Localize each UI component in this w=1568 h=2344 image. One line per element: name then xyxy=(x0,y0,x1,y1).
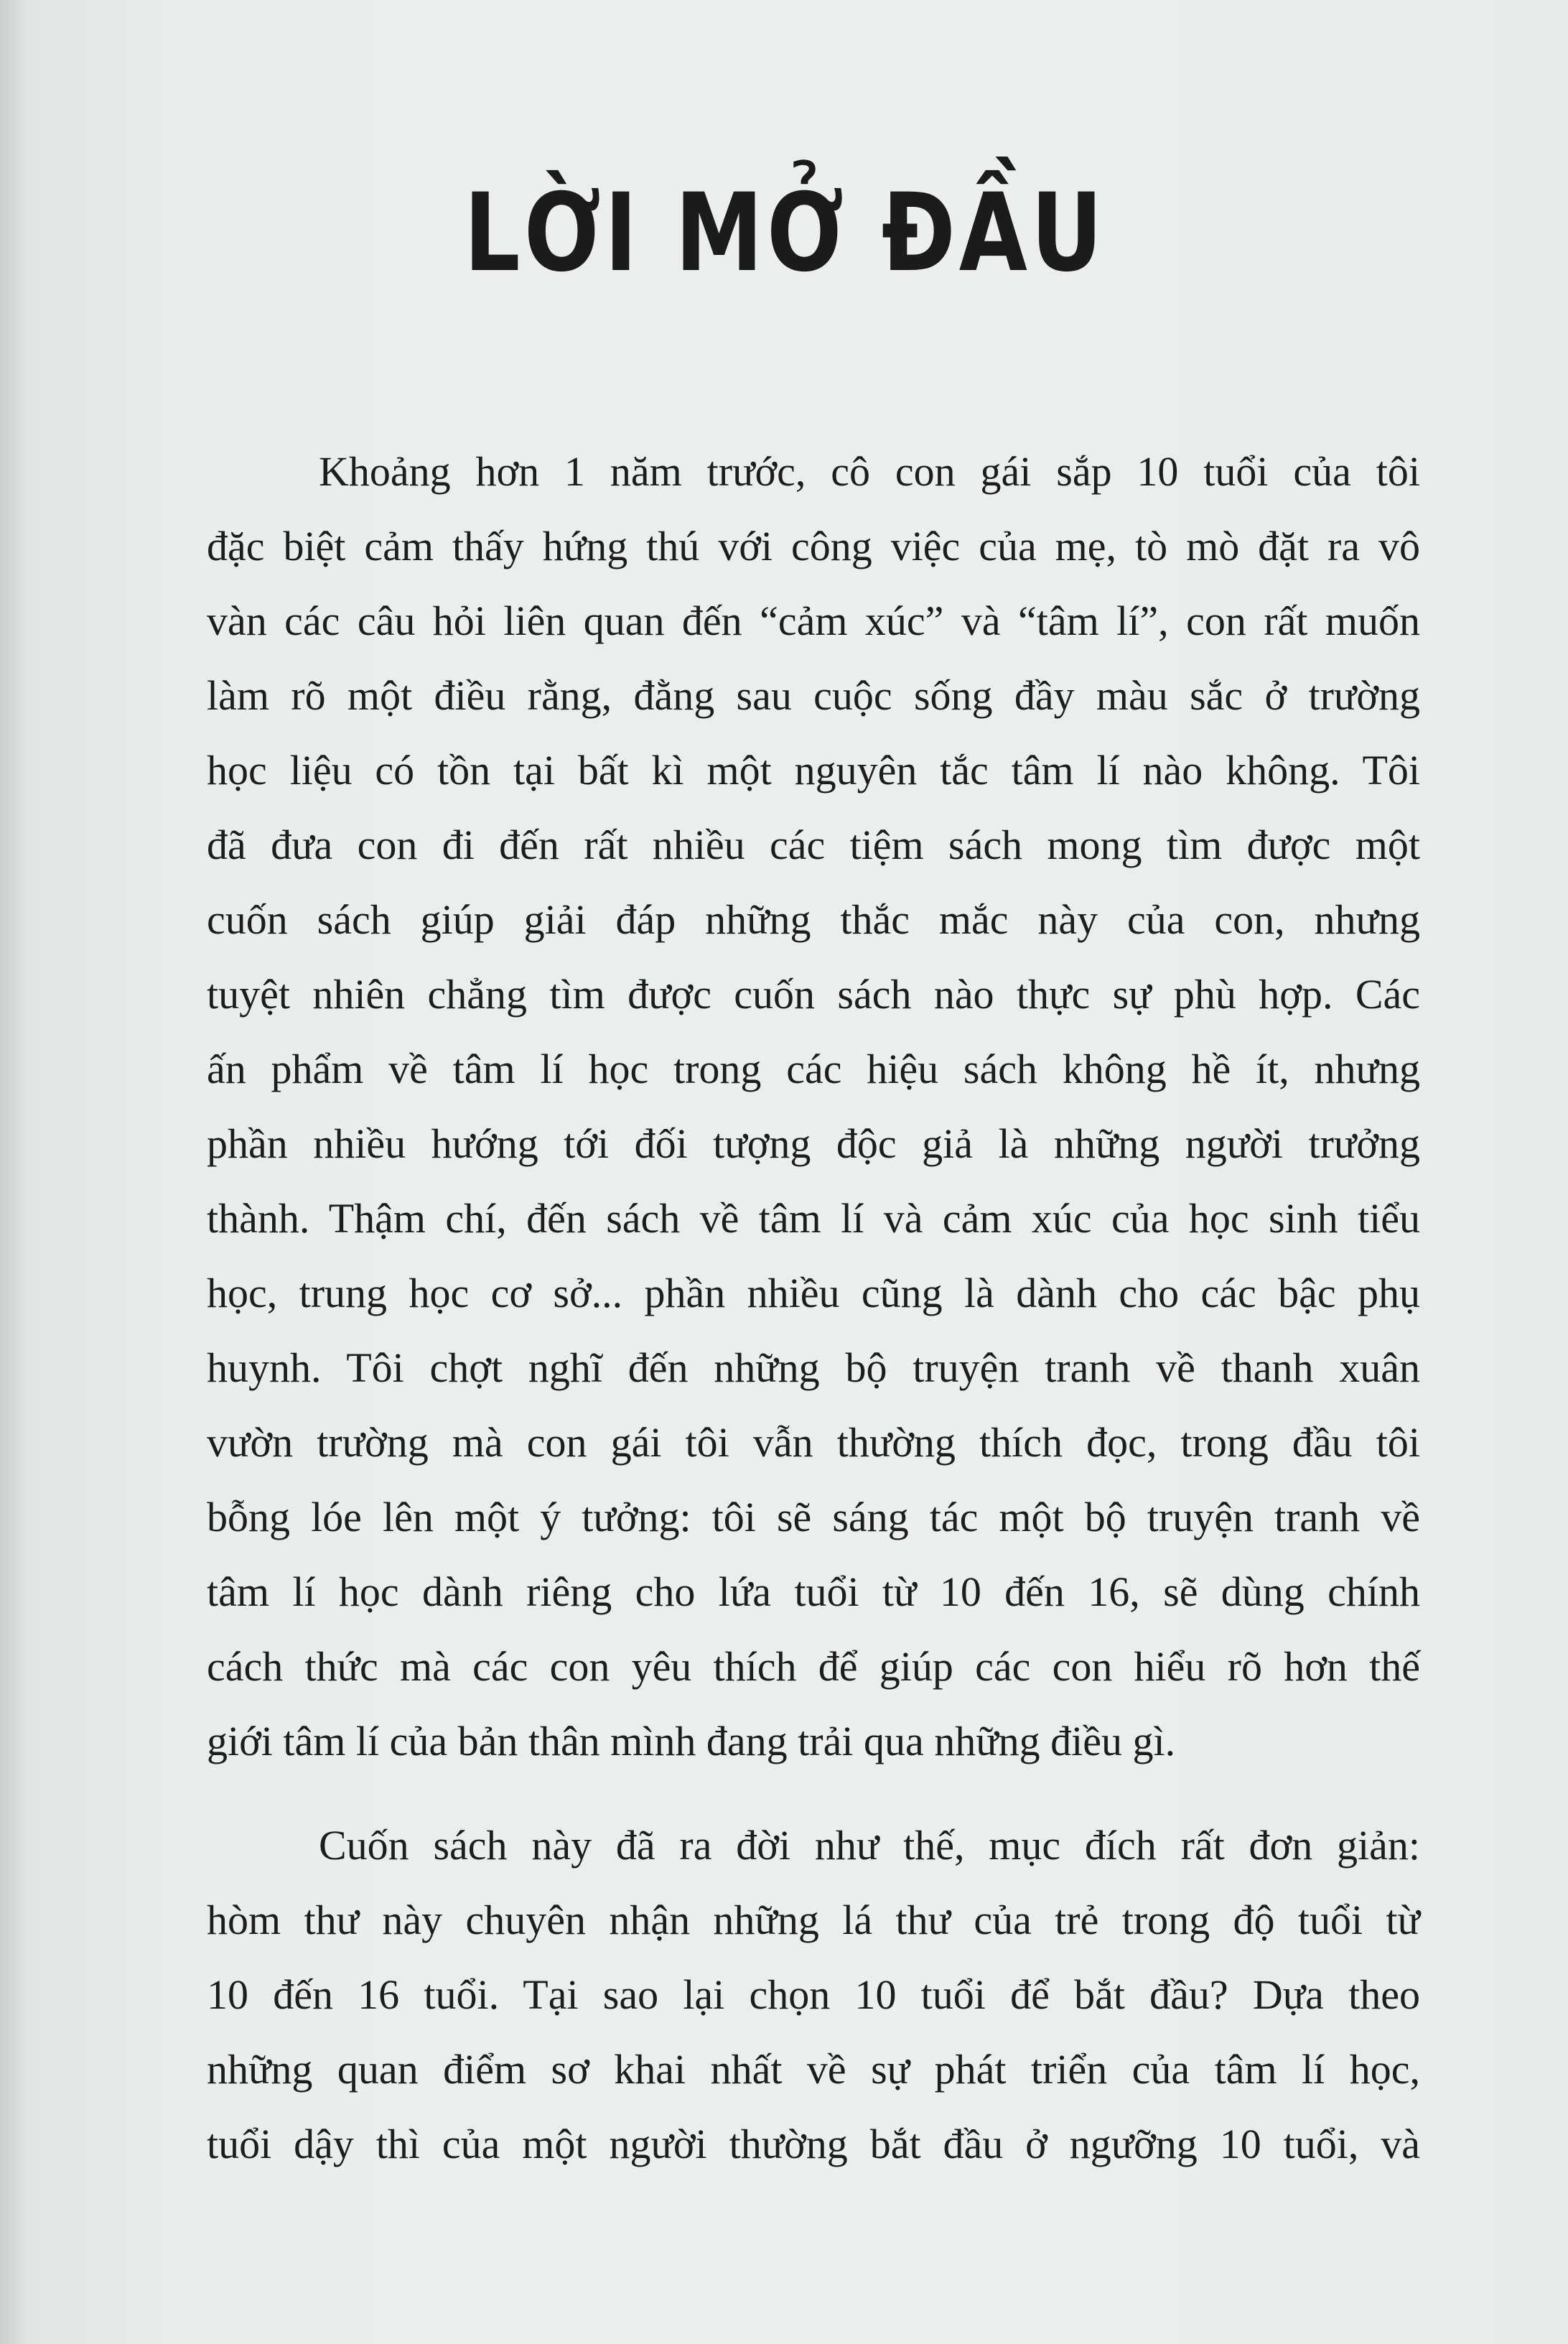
text-line: cuốn sách giúp giải đáp những thắc mắc này của con, nhưng xyxy=(207,896,1420,943)
text-line: cách thức mà các con yêu thích để giúp các con hiểu rõ hơn thế xyxy=(207,1643,1420,1690)
paragraph-2 xyxy=(207,1808,1420,2182)
text-line: 10 đến 16 tuổi. Tại sao lại chọn 10 tuổi để bắt đầu? Dựa theo xyxy=(207,1971,1420,2018)
text-line: giới tâm lí của bản thân mình đang trải qua những điều gì. xyxy=(207,1718,1176,1764)
chapter-title: LỜI MỞ ĐẦU xyxy=(464,171,1106,296)
text-line: Cuốn sách này đã ra đời như thế, mục đích rất đơn giản: xyxy=(319,1822,1420,1869)
text-line: vàn các câu hỏi liên quan đến “cảm xúc” và “tâm lí”, con rất muốn xyxy=(207,597,1420,644)
text-line: những quan điểm sơ khai nhất về sự phát triển của tâm lí học, xyxy=(207,2046,1420,2093)
text-line: đặc biệt cảm thấy hứng thú với công việc của mẹ, tò mò đặt ra vô xyxy=(207,523,1420,569)
text-line: đã đưa con đi đến rất nhiều các tiệm sách mong tìm được một xyxy=(207,822,1420,868)
text-line: vườn trường mà con gái tôi vẫn thường thích đọc, trong đầu tôi xyxy=(207,1419,1420,1466)
text-line: huynh. Tôi chợt nghĩ đến những bộ truyện tranh về thanh xuân xyxy=(207,1344,1420,1391)
text-line: ấn phẩm về tâm lí học trong các hiệu sách không hề ít, nhưng xyxy=(207,1046,1420,1092)
text-line: tuyệt nhiên chẳng tìm được cuốn sách nào thực sự phù hợp. Các xyxy=(207,971,1420,1018)
text-line: hòm thư này chuyên nhận những lá thư của trẻ trong độ tuổi từ xyxy=(207,1897,1420,1943)
text-line: tuổi dậy thì của một người thường bắt đầu ở ngưỡng 10 tuổi, và xyxy=(207,2121,1420,2167)
paragraph-1 xyxy=(207,434,1420,1779)
text-line: học, trung học cơ sở... phần nhiều cũng là dành cho các bậc phụ xyxy=(207,1270,1420,1316)
text-line: thành. Thậm chí, đến sách về tâm lí và cảm xúc của học sinh tiểu xyxy=(207,1195,1420,1242)
text-line: Khoảng hơn 1 năm trước, cô con gái sắp 10 tuổi của tôi xyxy=(319,448,1420,495)
text-line: phần nhiều hướng tới đối tượng độc giả là những người trưởng xyxy=(207,1120,1420,1167)
text-line: học liệu có tồn tại bất kì một nguyên tắc tâm lí nào không. Tôi xyxy=(207,747,1420,794)
text-line: làm rõ một điều rằng, đằng sau cuộc sống đầy màu sắc ở trường xyxy=(207,672,1420,719)
text-line: bỗng lóe lên một ý tưởng: tôi sẽ sáng tác một bộ truyện tranh về xyxy=(207,1494,1420,1540)
page-spine-shadow xyxy=(0,0,29,2344)
text-line: tâm lí học dành riêng cho lứa tuổi từ 10 đến 16, sẽ dùng chính xyxy=(207,1568,1420,1615)
